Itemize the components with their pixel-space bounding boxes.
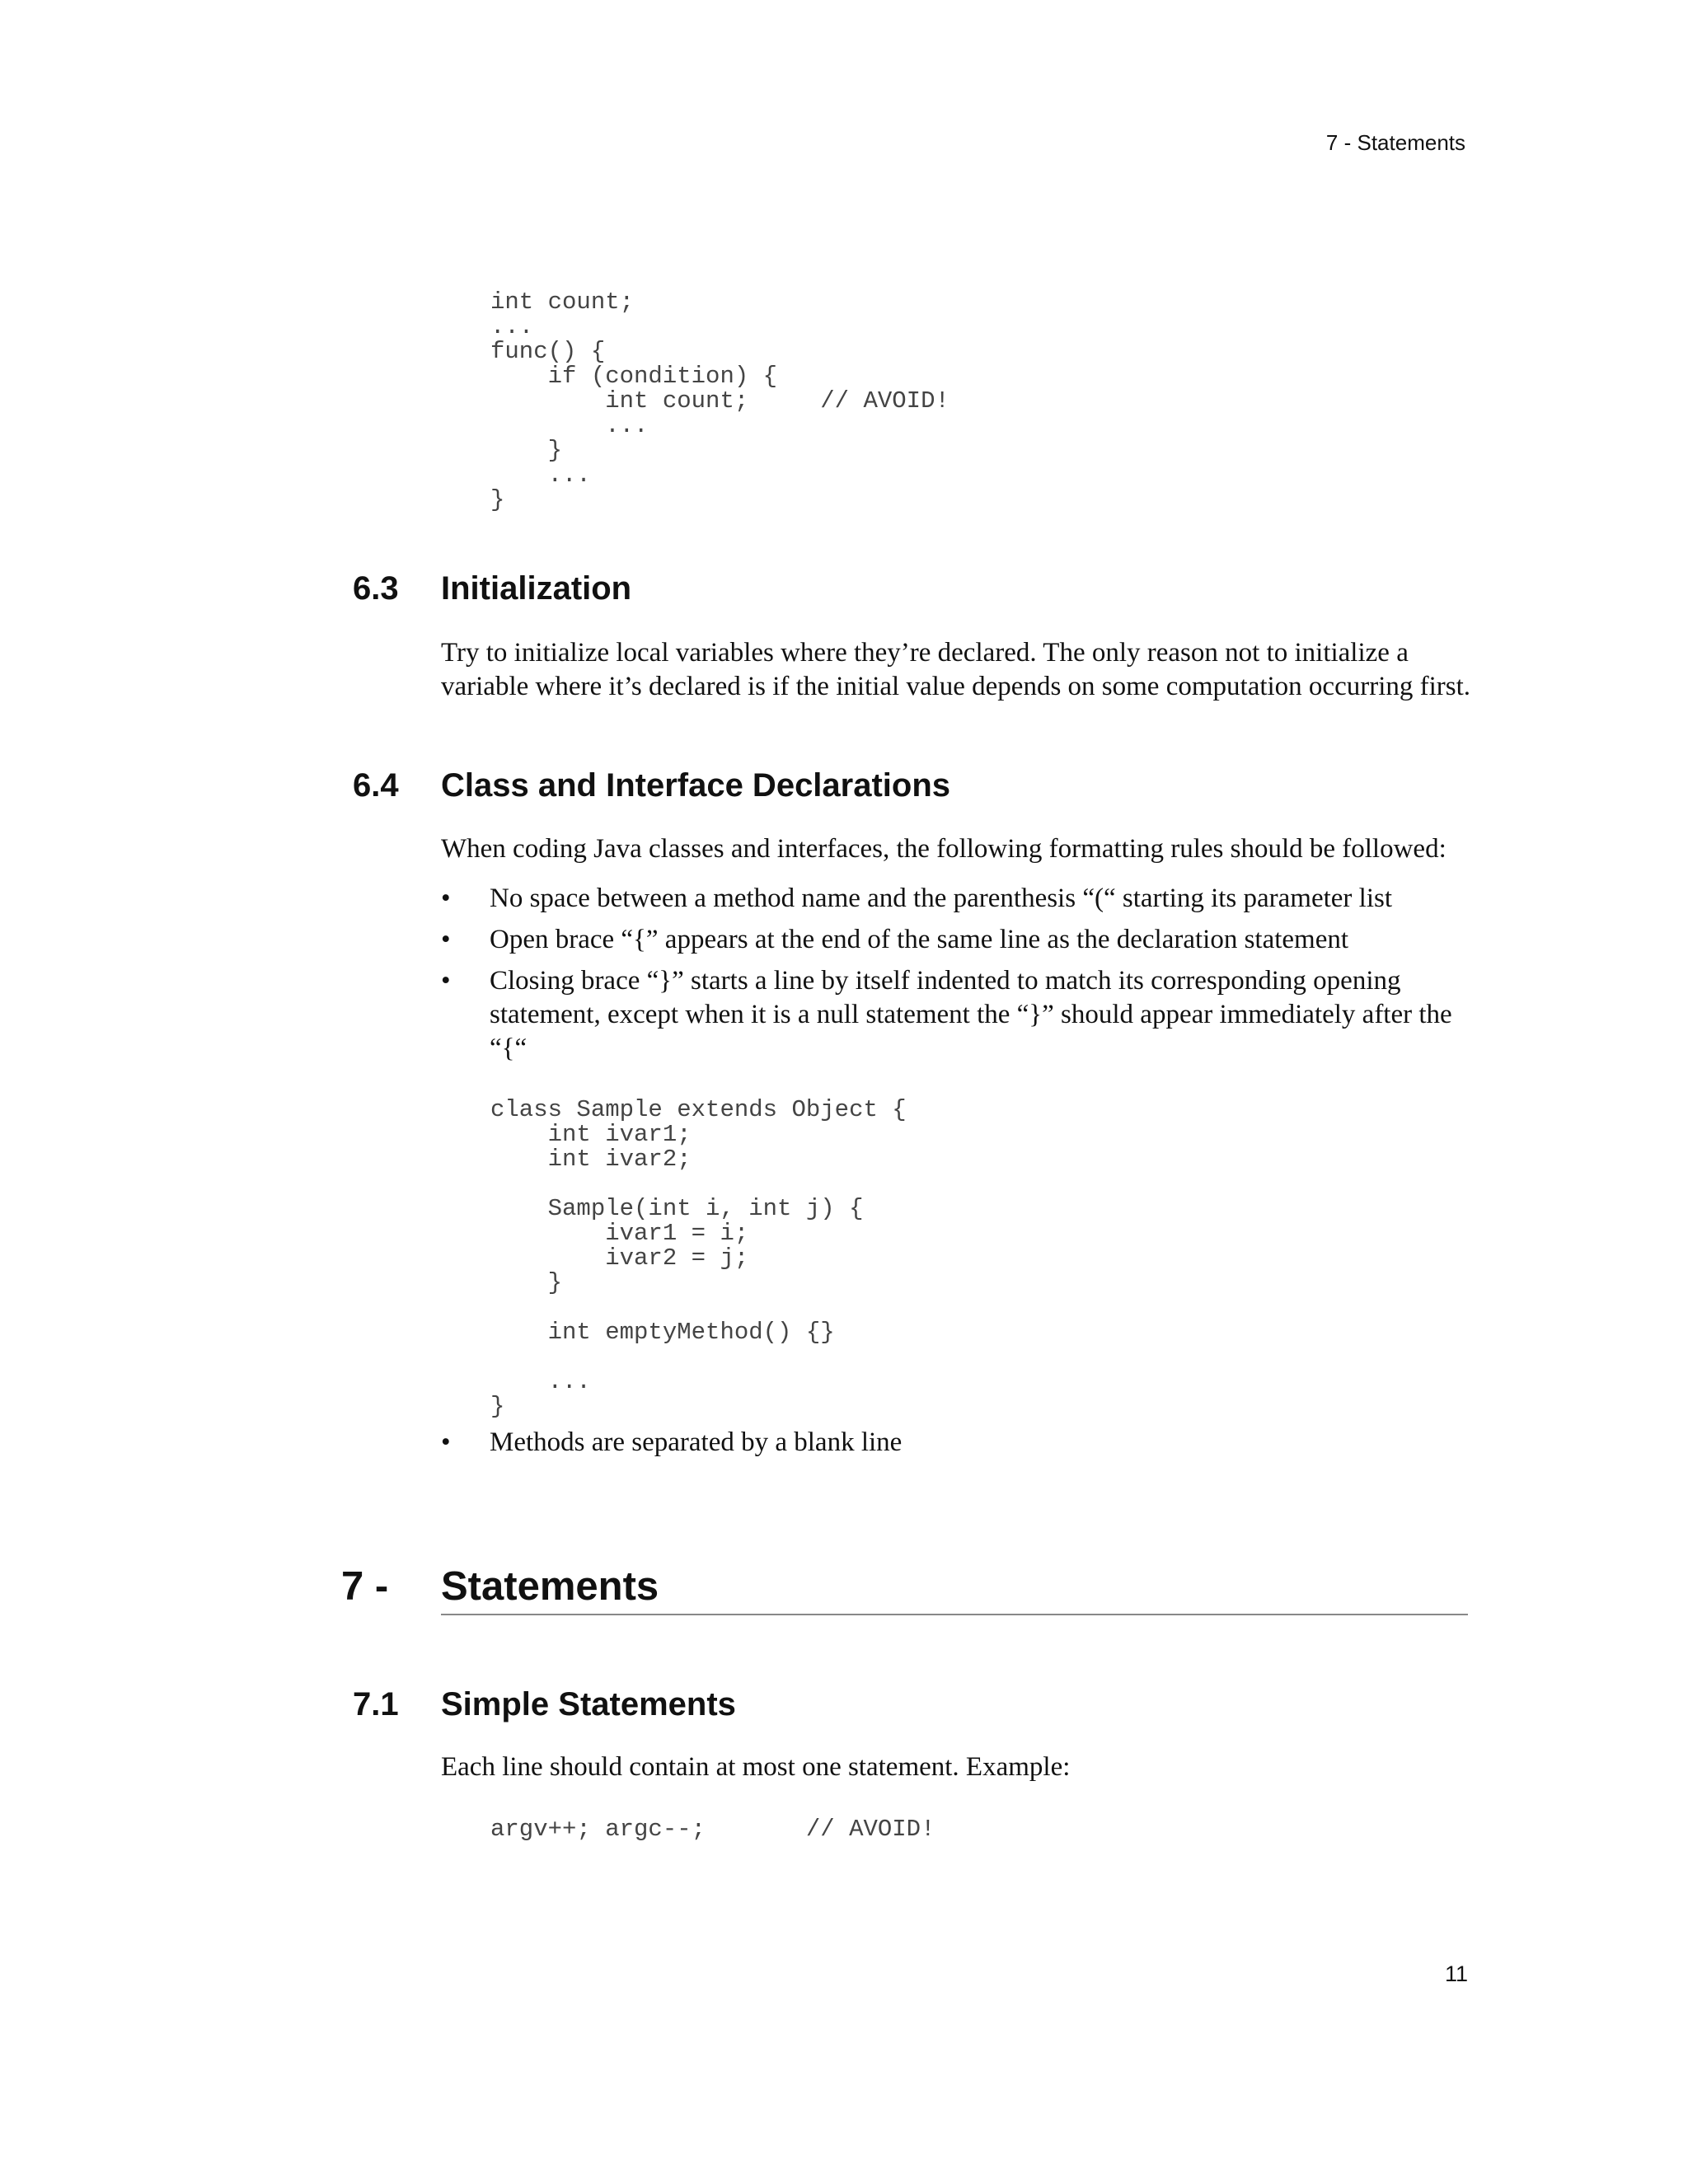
section-number: 7.1 [353,1686,399,1722]
list-item [441,923,1471,957]
section-title: Initialization [441,570,632,607]
bullet-marker: • [441,883,451,913]
bullet-list-method-separation [441,1426,1471,1467]
chapter-number: 7 - [341,1564,389,1609]
list-item-text: Methods are separated by a blank line [490,1427,903,1457]
list-item-text: Open brace “{” appears at the end of the same line as the declaration statement [490,925,1349,954]
section-title: Class and Interface Declarations [441,767,951,804]
page-number: 11 [1444,1961,1468,1986]
list-item [441,882,1471,916]
code-block-class-example: class Sample extends Object { int ivar1; int ivar2; Sample(int i, int j) { ivar1 = i; ivar2 = j; } int emptyMethod() {} ... } [490,1096,907,1420]
bullet-marker: • [441,966,451,996]
section-heading-6-4 [0,767,1688,808]
chapter-title: Statements [441,1564,659,1609]
code-block-statement-example: argv++; argc--; // AVOID! [490,1816,935,1843]
paragraph-initialization: Try to initialize local variables where they’re declared. The only reason not to initialize a variable where it’s declared is if the initial value depends on some computation occurring first. [441,638,1471,701]
code-block-scope-example: int count; ... func() { if (condition) { int count; // AVOID! ... } ... } [490,288,950,513]
paragraph-simple-statements: Each line should contain at most one statement. Example: [441,1752,1071,1782]
list-item [441,964,1471,1066]
section-number: 6.4 [353,767,399,804]
section-heading-7-1 [0,1686,1688,1727]
bullet-marker: • [441,1427,451,1457]
section-heading-6-3 [0,570,1688,612]
list-item [441,1426,1471,1460]
bullet-marker: • [441,925,451,954]
running-header: 7 - Statements [1325,130,1465,155]
bullet-list-formatting-rules [441,882,1471,1073]
paragraph-class-declarations-intro: When coding Java classes and interfaces, the following formatting rules should be followed: [441,834,1447,864]
list-item-text: Closing brace “}” starts a line by itself indented to match its corresponding opening statement, except when it is a null statement the “}” should appear immediately after the “{“ [490,966,1452,1063]
section-number: 6.3 [353,570,399,607]
chapter-title-rule [441,1614,1468,1615]
section-title: Simple Statements [441,1686,736,1722]
list-item-text: No space between a method name and the parenthesis “(“ starting its parameter list [490,883,1393,913]
